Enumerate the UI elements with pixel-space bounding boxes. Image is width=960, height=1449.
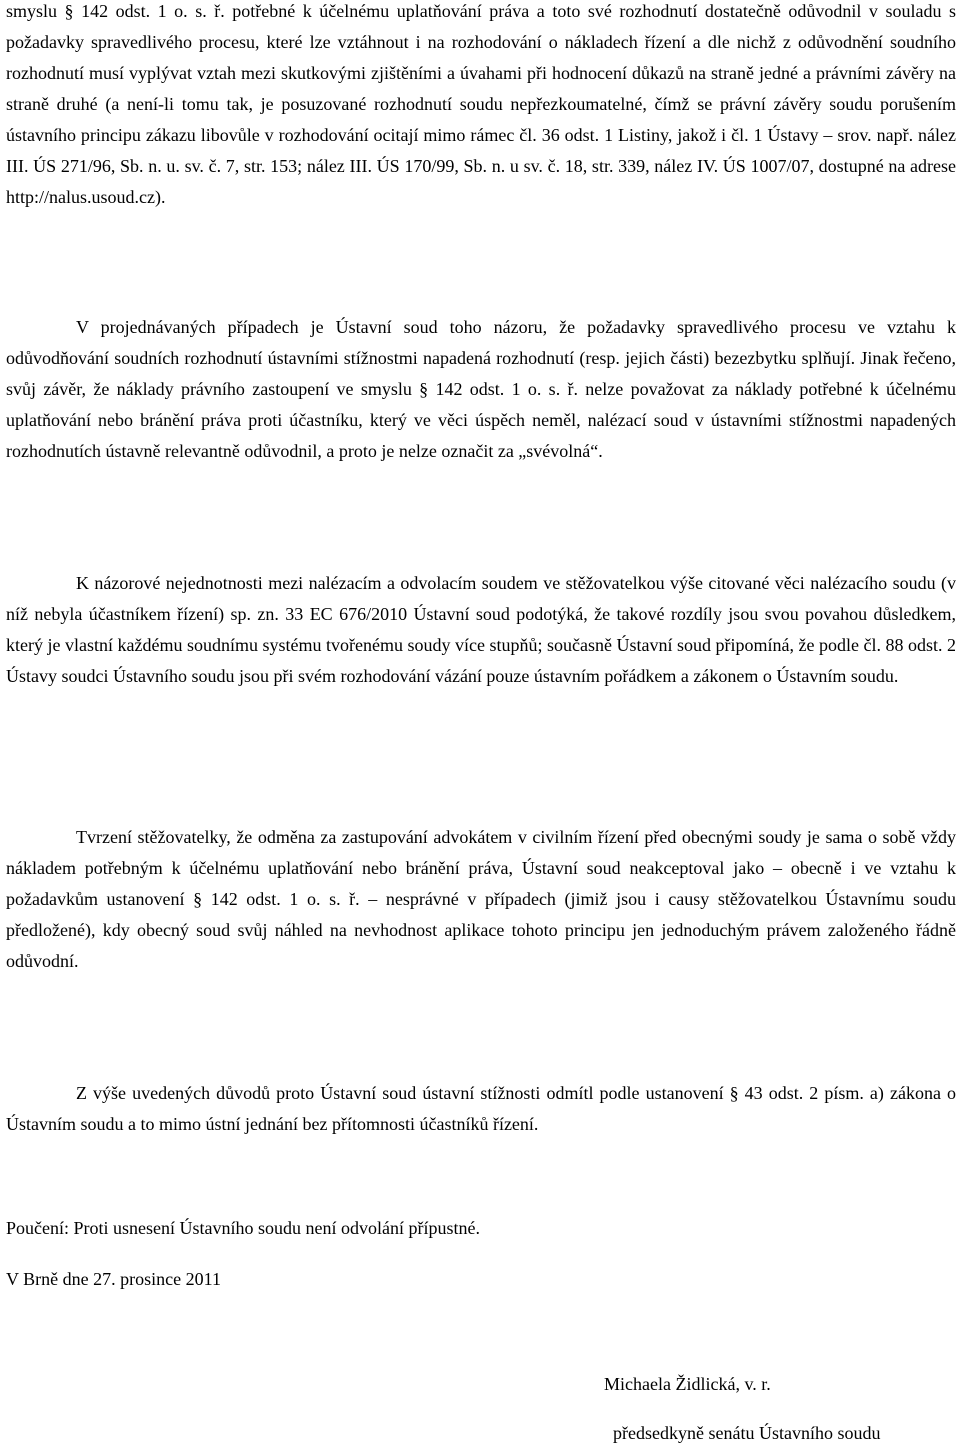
signature-name: Michaela Židlická, v. r. — [604, 1374, 771, 1394]
instruction-line: Poučení: Proti usnesení Ústavního soudu není odvolání přípustné. — [6, 1218, 480, 1238]
paragraph-3-text: K názorové nejednotnosti mezi nalézacím a odvolacím soudem ve stěžovatelkou výše citované věci nalézacího soudu (v níž nebyla účastníkem řízení) sp. zn. 33 EC 676/2010 Ústavní soud podotýká, že takové rozdíly jsou svou povahou důsledkem, který je vlastní každému soudnímu systému tvořenému soudy více stupňů; současně Ústavní soud připomíná, že podle čl. 88 odst. 2 Ústavy soudci Ústavního soudu jsou při svém rozhodování vázání pouze ústavním pořádkem a zákonem o Ústavním soudu. — [6, 573, 956, 686]
paragraph-1 — [6, 0, 956, 213]
paragraph-3 — [6, 568, 956, 692]
date-line: V Brně dne 27. prosince 2011 — [6, 1269, 221, 1289]
paragraph-4 — [6, 822, 956, 977]
paragraph-2 — [6, 312, 956, 467]
paragraph-4-text: Tvrzení stěžovatelky, že odměna za zastupování advokátem v civilním řízení před obecnými soudy je sama o sobě vždy nákladem potřebným k účelnému uplatňování nebo bránění práva, Ústavní soud neakceptoval jako – obecně i ve vztahu k požadavkům ustanovení § 142 odst. 1 o. s. ř. – nesprávné v případech (jimiž jsou i causy stěžovatelkou Ústavnímu soudu předložené), kdy obecný soud svůj náhled na nevhodnost aplikace tohoto principu jen jednoduchým právem založeného řádně odůvodní. — [6, 827, 956, 971]
paragraph-5 — [6, 1078, 956, 1140]
signature-title: předsedkyně senátu Ústavního soudu — [613, 1423, 881, 1443]
paragraph-5-text: Z výše uvedených důvodů proto Ústavní soud ústavní stížnosti odmítl podle ustanovení § 43 odst. 2 písm. a) zákona o Ústavním soudu a to mimo ústní jednání bez přítomnosti účastníků řízení. — [6, 1083, 956, 1134]
paragraph-2-text: V projednávaných případech je Ústavní soud toho názoru, že požadavky spravedlivého procesu ve vztahu k odůvodňování soudních rozhodnutí ústavními stížnostmi napadená rozhodnutí (resp. jejich části) bezezbytku splňují. Jinak řečeno, svůj závěr, že náklady právního zastoupení ve smyslu § 142 odst. 1 o. s. ř. nelze považovat za náklady potřebné k účelnému uplatňování nebo bránění práva proti účastníku, který ve věci úspěch neměl, nalézací soud v ústavními stížnostmi napadených rozhodnutích ústavně relevantně odůvodnil, a proto je nelze označit za „svévolná“. — [6, 317, 956, 461]
paragraph-1-text: smyslu § 142 odst. 1 o. s. ř. potřebné k účelnému uplatňování práva a toto své rozhodnutí dostatečně odůvodnil v souladu s požadavky spravedlivého procesu, které lze vztáhnout i na rozhodování o nákladech řízení a dle nichž z odůvodnění soudního rozhodnutí musí vyplývat vztah mezi skutkovými zjištěními a úvahami při hodnocení důkazů na straně jedné a právními závěry na straně druhé (a není-li tomu tak, je posuzované rozhodnutí soudu nepřezkoumatelné, čímž se právní závěry soudu porušením ústavního principu zákazu libovůle v rozhodování ocitají mimo rámec čl. 36 odst. 1 Listiny, jakož i čl. 1 Ústavy – srov. např. nález III. ÚS 271/96, Sb. n. u. sv. č. 7, str. 153; nález III. ÚS 170/99, Sb. n. u sv. č. 18, str. 339, nález IV. ÚS 1007/07, dostupné na adrese http://nalus.usoud.cz). — [6, 1, 956, 207]
